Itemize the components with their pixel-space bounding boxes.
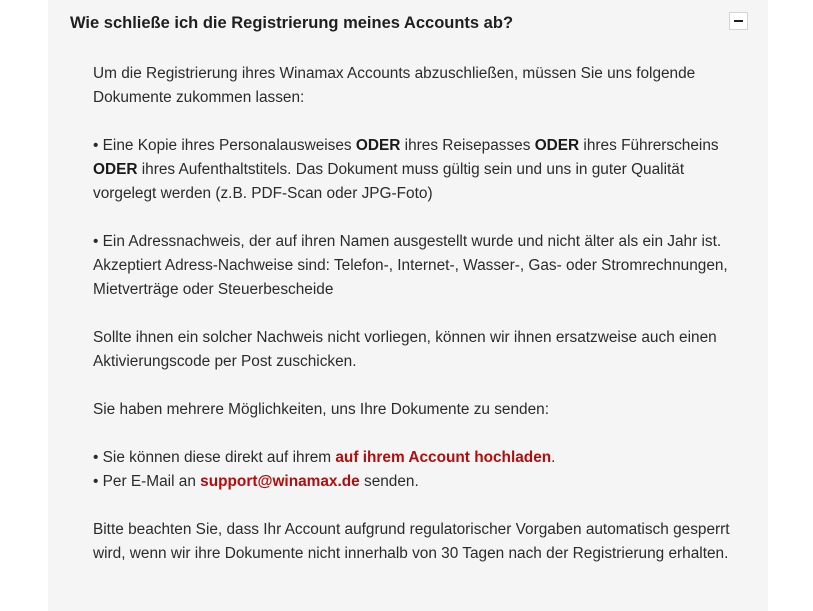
submission-options-list <box>93 446 733 494</box>
address-proof-requirement: • Ein Adressnachweis, der auf ihren Namen ausgestellt wurde und nicht älter als ein Jahr ist. Akzeptiert Adress-Nachweise sind: Telefon-, Internet-, Wasser-, Gas- oder Stromrechnungen, Mietverträge oder Steuerbescheide <box>93 233 728 298</box>
option-email <box>93 470 733 494</box>
id-doc-text: • Eine Kopie ihres Personalausweises <box>93 137 356 154</box>
support-email-link[interactable]: support@winamax.de <box>200 473 360 490</box>
faq-answer <box>93 62 733 590</box>
answer-intro: Um die Registrierung ihres Winamax Accounts abzuschließen, müssen Sie uns folgende Dokumente zukommen lassen: <box>93 65 696 106</box>
deadline-warning: Bitte beachten Sie, dass Ihr Account aufgrund regulatorischer Vorgaben automatisch gesperrt wird, wenn wir ihre Dokumente nicht innerhalb von 30 Tagen nach der Registrierung erhalten. <box>93 521 730 562</box>
faq-question[interactable]: Wie schließe ich die Registrierung meines Accounts ab? <box>70 14 514 32</box>
option-upload-prefix: • Sie können diese direkt auf ihrem <box>93 449 336 466</box>
option-email-prefix: • Per E-Mail an <box>93 473 201 490</box>
submission-options-intro: Sie haben mehrere Möglichkeiten, uns Ihre Dokumente zu senden: <box>93 401 550 418</box>
or-emphasis: ODER <box>93 161 138 178</box>
minus-icon <box>734 20 743 23</box>
id-doc-text: ihres Führerscheins <box>579 137 719 154</box>
option-upload <box>93 446 733 470</box>
id-doc-text: ihres Reisepasses <box>400 137 535 154</box>
option-email-suffix: senden. <box>359 473 419 490</box>
upload-account-link[interactable]: auf ihrem Account hochladen <box>335 449 552 466</box>
collapse-button[interactable] <box>729 12 748 30</box>
faq-item <box>48 0 768 611</box>
id-doc-text: ihres Aufenthaltstitels. Das Dokument muss gültig sein und uns in guter Qualität vorgelegt werden (z.B. PDF-Scan oder JPG-Foto) <box>93 161 685 202</box>
id-document-requirement <box>93 134 733 206</box>
or-emphasis: ODER <box>534 137 580 154</box>
or-emphasis: ODER <box>355 137 401 154</box>
alternative-activation-code: Sollte ihnen ein solcher Nachweis nicht vorliegen, können wir ihnen ersatzweise auch einen Aktivierungscode per Post zuschicken. <box>93 329 717 370</box>
option-upload-suffix: . <box>551 449 556 466</box>
